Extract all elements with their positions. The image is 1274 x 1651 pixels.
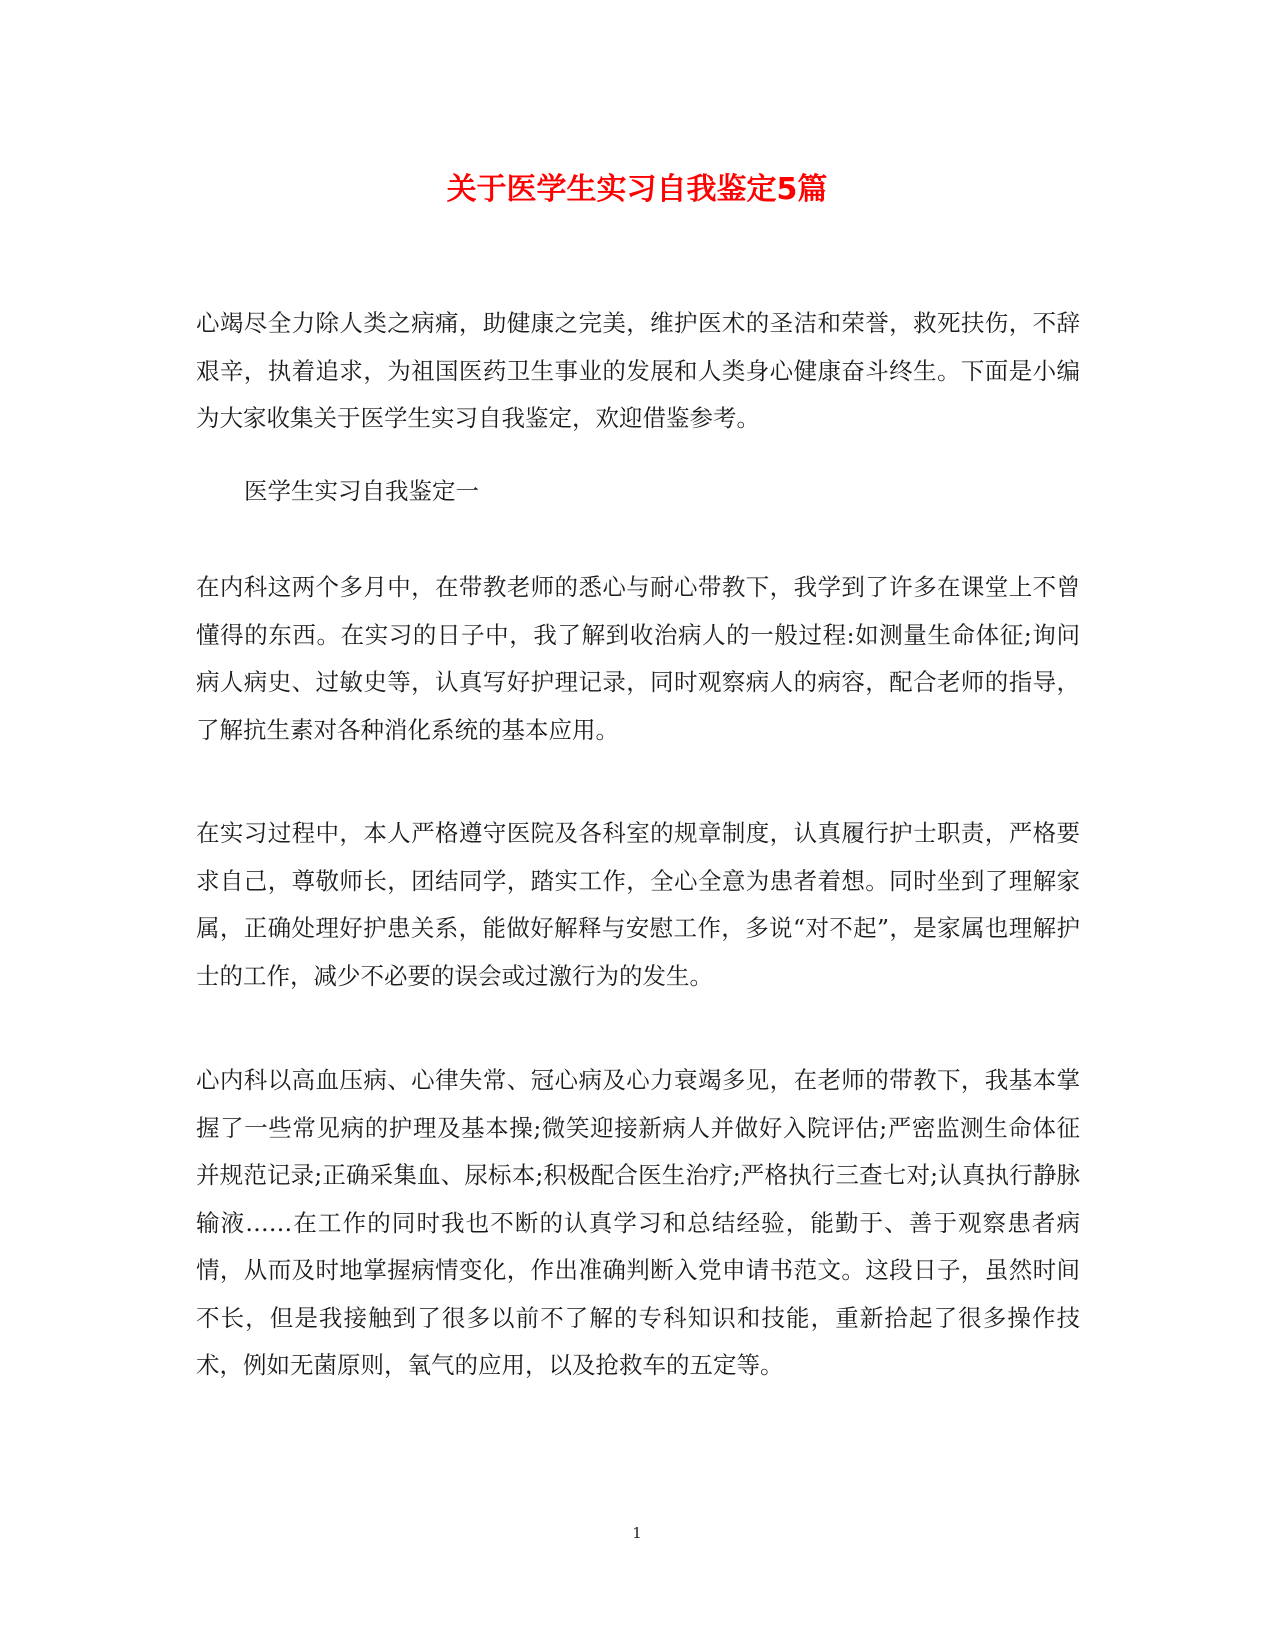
intro-paragraph: 心竭尽全力除人类之病痛，助健康之完美，维护医术的圣洁和荣誉，救死扶伤，不辞艰辛，执着追求，为祖国医药卫生事业的发展和人类身心健康奋斗终生。下面是小编为大家收集关于医学生实习自我鉴定，欢迎借鉴参考。 [196, 309, 1080, 432]
paragraph-internal-medicine: 在内科这两个多月中，在带教老师的悉心与耐心带教下，我学到了许多在课堂上不曾懂得的东西。在实习的日子中，我了解到收治病人的一般过程:如测量生命体征;询问病人病史、过敏史等，认真写好护理记录，同时观察病人的病容，配合老师的指导，了解抗生素对各种消化系统的基本应用。 [196, 573, 1080, 744]
document-title: 关于医学生实习自我鉴定5篇 [446, 172, 828, 207]
paragraph-cardiology: 心内科以高血压病、心律失常、冠心病及心力衰竭多见，在老师的带教下，我基本掌握了一些常见病的护理及基本操;微笑迎接新病人并做好入院评估;严密监测生命体征并规范记录;正确采集血、尿标本;积极配合医生治疗;严格执行三查七对;认真执行静脉输液……在工作的同时我也不断的认真学习和总结经验，能勤于、善于观察患者病情，从而及时地掌握病情变化，作出准确判断入党申请书范文。这段日子，虽然时间不长，但是我接触到了很多以前不了解的专科知识和技能，重新拾起了很多操作技术，例如无菌原则，氧气的应用，以及抢救车的五定等。 [196, 1066, 1080, 1379]
page-number: 1 [632, 1524, 642, 1542]
section-heading: 医学生实习自我鉴定一 [244, 477, 479, 505]
paragraph-internship-process: 在实习过程中，本人严格遵守医院及各科室的规章制度，认真履行护士职责，严格要求自己，尊敬师长，团结同学，踏实工作，全心全意为患者着想。同时坐到了理解家属，正确处理好护患关系，能做好解释与安慰工作，多说“对不起”，是家属也理解护士的工作，减少不必要的误会或过激行为的发生。 [196, 819, 1080, 990]
